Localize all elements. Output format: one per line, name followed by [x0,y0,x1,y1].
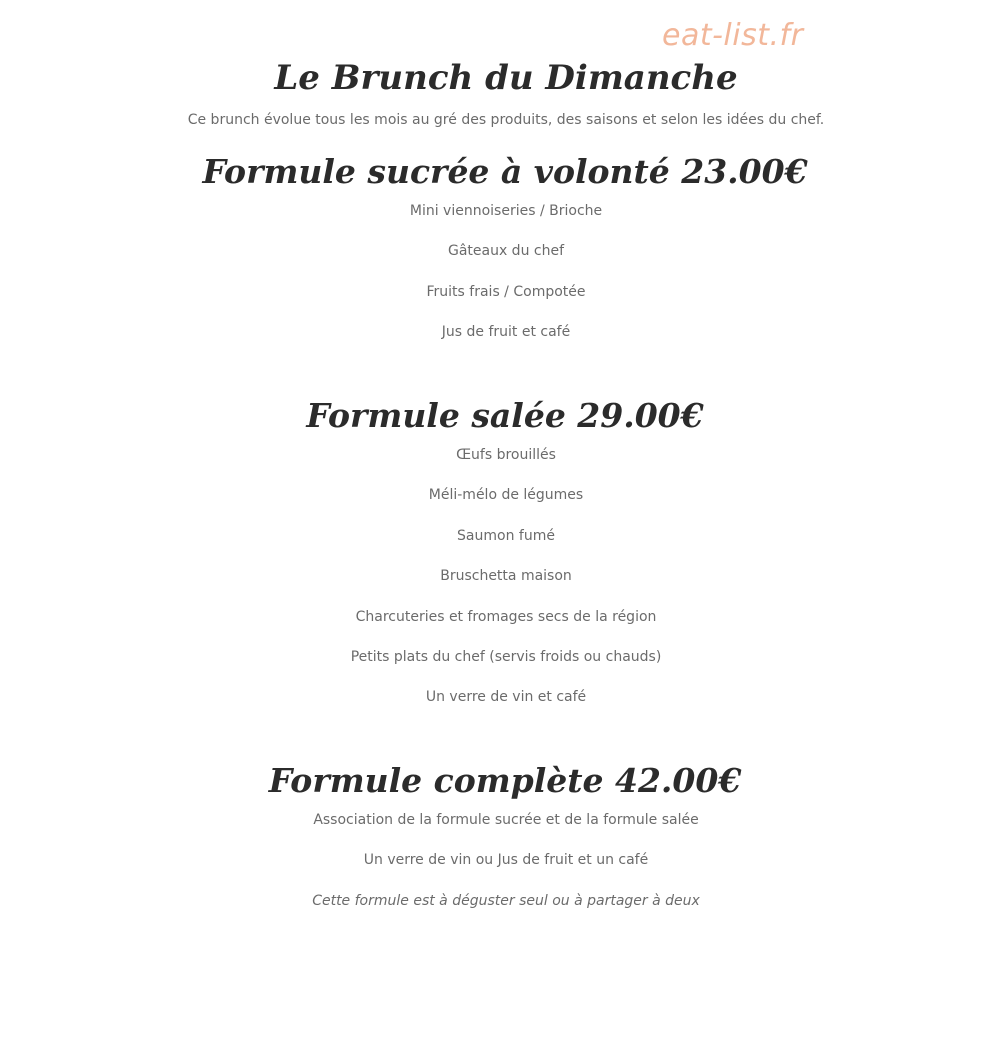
menu-item: Association de la formule sucrée et de la formule salée [313,812,699,828]
section-title-sucree: Formule sucrée à volonté 23.00€ [202,152,808,191]
menu-item: Un verre de vin et café [425,689,587,705]
page-title: Le Brunch du Dimanche [274,58,738,98]
watermark: eat-list.fr [662,18,804,53]
menu-item: Œufs brouillés [456,447,556,463]
menu-item: Jus de fruit et café [441,324,571,340]
menu-item: Un verre de vin ou Jus de fruit et un café [363,852,649,868]
menu-item: Fruits frais / Compotée [426,284,586,300]
menu-item: Saumon fumé [457,528,555,544]
menu-item: Méli-mélo de légumes [428,487,584,503]
menu-item: Petits plats du chef (servis froids ou chauds) [350,649,662,665]
intro-text: Ce brunch évolue tous les mois au gré des produits, des saisons et selon les idées du chef. [187,112,825,128]
menu-item: Mini viennoiseries / Brioche [409,203,603,219]
menu-item: Charcuteries et fromages secs de la région [355,609,657,625]
menu-item: Bruschetta maison [440,568,572,584]
menu-note: Cette formule est à déguster seul ou à partager à deux [312,893,700,909]
section-title-complete: Formule complète 42.00€ [268,761,742,800]
menu-item: Gâteaux du chef [447,243,565,259]
section-title-salee: Formule salée 29.00€ [306,396,704,435]
